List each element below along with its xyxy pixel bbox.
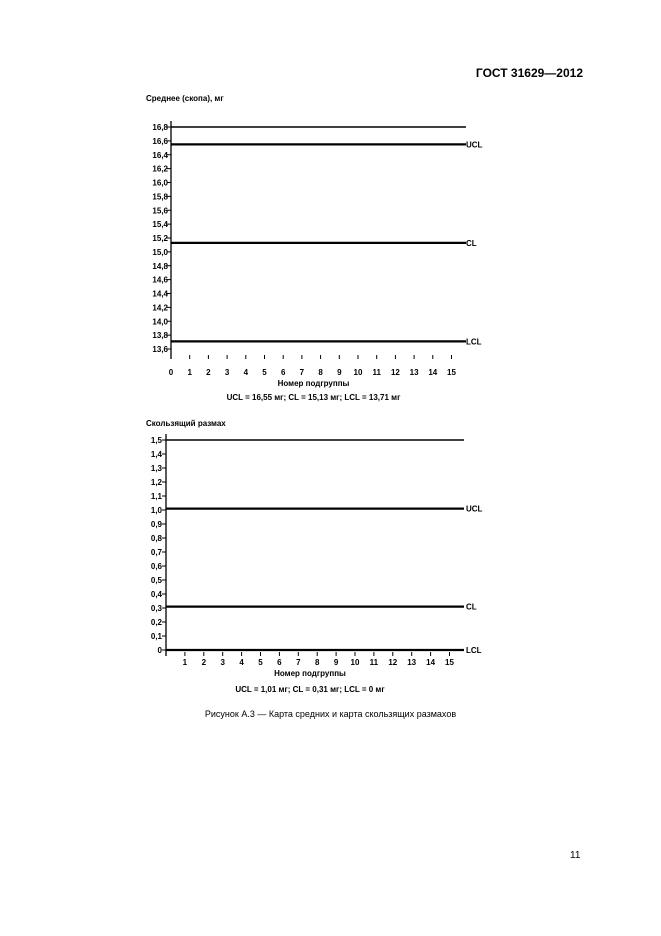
y-tick-label: 16,4 bbox=[152, 150, 168, 160]
x-tick-label: 7 bbox=[299, 368, 305, 377]
x-tick-label: 5 bbox=[258, 658, 263, 667]
x-tick-label: 2 bbox=[201, 658, 207, 667]
control-line-label: UCL bbox=[466, 140, 483, 150]
y-tick-label: 13,6 bbox=[152, 345, 168, 354]
x-tick-label: 1 bbox=[182, 658, 188, 667]
y-tick-label: 1,3 bbox=[150, 464, 162, 473]
y-tick-label: 15,2 bbox=[152, 234, 168, 243]
x-tick-label: 4 bbox=[243, 368, 249, 377]
x-tick-label: 9 bbox=[337, 368, 342, 377]
document-header: ГОСТ 31629—2012 bbox=[475, 66, 583, 80]
y-tick-label: 0,9 bbox=[150, 520, 162, 529]
y-tick-label: 14,8 bbox=[152, 261, 168, 271]
x-tick-label: 14 bbox=[426, 658, 436, 667]
y-tick-label: 0,1 bbox=[150, 632, 162, 641]
y-tick-label: 0,4 bbox=[150, 590, 162, 599]
x-tick-label: 8 bbox=[318, 368, 323, 377]
x-tick-label: 4 bbox=[239, 658, 244, 667]
y-tick-label: 14,0 bbox=[152, 317, 168, 327]
y-tick-label: 14,6 bbox=[152, 275, 168, 285]
y-tick-label: 0,2 bbox=[150, 618, 162, 627]
y-tick-label: 0,5 bbox=[150, 576, 162, 585]
x-tick-label: 10 bbox=[353, 368, 363, 377]
control-limits-summary: UCL = 1,01 мг; CL = 0,31 мг; LCL = 0 мг bbox=[235, 685, 385, 694]
y-tick-label: 13,8 bbox=[152, 331, 168, 341]
y-tick-label: 15,8 bbox=[152, 192, 168, 202]
x-axis-label: Номер подгруппы bbox=[277, 379, 350, 388]
y-tick-label: 16,2 bbox=[152, 164, 168, 174]
x-axis-label: Номер подгруппы bbox=[274, 669, 346, 678]
x-tick-label: 13 bbox=[409, 368, 419, 377]
x-tick-label: 5 bbox=[262, 368, 267, 377]
x-tick-label: 13 bbox=[407, 658, 417, 667]
x-tick-label: 15 bbox=[445, 658, 454, 667]
x-tick-label: 3 bbox=[220, 658, 225, 667]
x-tick-label: 8 bbox=[314, 658, 320, 667]
x-tick-label: 12 bbox=[388, 658, 398, 667]
y-axis-label: Скользящий размах bbox=[146, 419, 226, 428]
y-tick-label: 15,0 bbox=[152, 247, 168, 257]
y-tick-label: 0,7 bbox=[150, 548, 162, 557]
x-tick-label: 14 bbox=[428, 368, 438, 377]
x-tick-label: 11 bbox=[372, 368, 381, 377]
x-tick-label: 6 bbox=[280, 368, 286, 377]
y-tick-label: 16,0 bbox=[152, 178, 168, 188]
y-tick-label: 16,6 bbox=[152, 136, 168, 146]
control-line-label: LCL bbox=[466, 337, 482, 347]
x-tick-label: 3 bbox=[224, 368, 230, 377]
y-tick-label: 15,6 bbox=[152, 206, 168, 216]
y-tick-label: 16,8 bbox=[152, 123, 168, 132]
control-line-label: CL bbox=[466, 238, 477, 248]
x-tick-label: 9 bbox=[333, 658, 339, 667]
y-axis-label: Среднее (скопа), мг bbox=[146, 94, 224, 103]
y-tick-label: 1,0 bbox=[150, 506, 162, 515]
y-tick-label: 14,4 bbox=[152, 289, 168, 299]
y-tick-label: 1,1 bbox=[150, 492, 162, 501]
control-limits-summary: UCL = 16,55 мг; CL = 15,13 мг; LCL = 13,71 мг bbox=[226, 393, 401, 402]
x-tick-label: 10 bbox=[350, 658, 360, 667]
page-number: 11 bbox=[570, 850, 581, 861]
y-tick-label: 0 bbox=[157, 646, 162, 655]
x-tick-label: 7 bbox=[296, 658, 301, 667]
x-tick-label: 1 bbox=[187, 368, 192, 377]
x-tick-label: 6 bbox=[277, 658, 282, 667]
y-tick-label: 1,2 bbox=[150, 478, 162, 487]
y-tick-label: 15,4 bbox=[152, 220, 168, 230]
x-tick-label: 0 bbox=[168, 368, 174, 377]
x-tick-label: 12 bbox=[390, 368, 400, 377]
y-tick-label: 0,3 bbox=[150, 604, 162, 613]
x-tick-label: 11 bbox=[369, 658, 379, 667]
y-tick-label: 1,5 bbox=[150, 436, 162, 445]
y-tick-label: 1,4 bbox=[150, 450, 162, 459]
control-line-label: LCL bbox=[466, 646, 482, 655]
y-tick-label: 0,8 bbox=[150, 534, 162, 543]
control-line-label: UCL bbox=[466, 504, 483, 514]
figure-caption: Рисунок А.3 — Карта средних и карта скользящих размахов bbox=[204, 709, 457, 719]
x-tick-label: 15 bbox=[447, 368, 456, 377]
y-tick-label: 0,6 bbox=[150, 562, 162, 571]
x-tick-label: 2 bbox=[206, 368, 211, 377]
control-line-label: CL bbox=[466, 602, 477, 612]
y-tick-label: 14,2 bbox=[152, 303, 168, 313]
